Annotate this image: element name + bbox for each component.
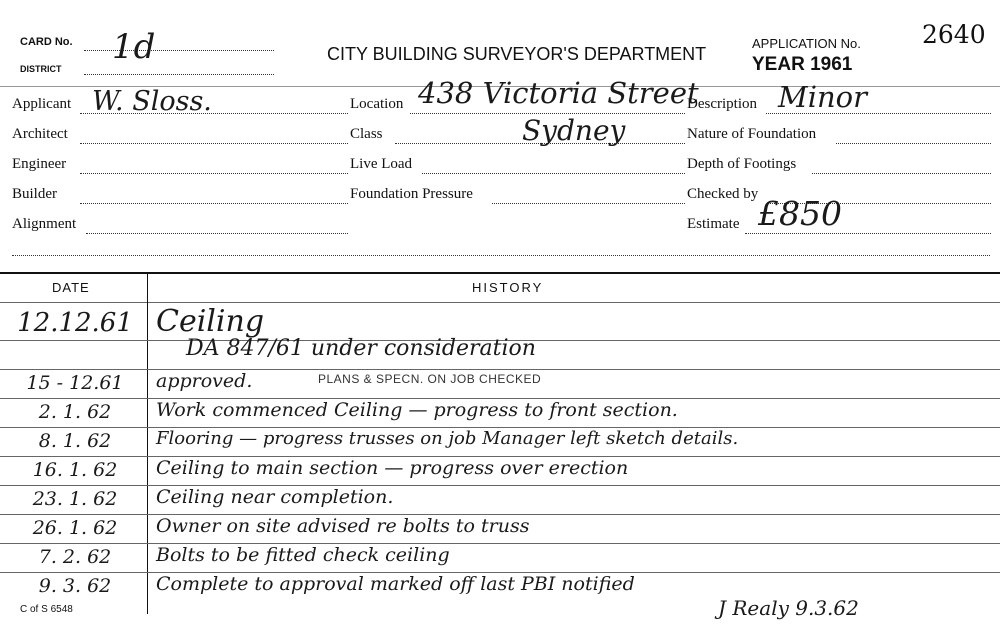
builder-underline <box>80 203 348 204</box>
foundation-pressure-label: Foundation Pressure <box>350 186 473 202</box>
class-label: Class <box>350 126 383 142</box>
history-entry: Ceiling to main section — progress over erection <box>156 457 629 479</box>
history-date: 8. 1. 62 <box>38 430 112 452</box>
year-label: YEAR 1961 <box>752 54 853 75</box>
depth-of-footings-label: Depth of Footings <box>687 156 797 172</box>
history-date: 15 - 12.61 <box>26 372 124 394</box>
depth-of-footings-underline <box>812 173 991 174</box>
card-no-label: CARD No. <box>20 36 73 48</box>
live-load-underline <box>422 173 685 174</box>
history-entry: Work commenced Ceiling — progress to front section. <box>156 399 678 421</box>
nature-of-foundation-underline <box>836 143 991 144</box>
history-date: 2. 1. 62 <box>38 401 112 423</box>
section-divider <box>12 255 990 256</box>
history-entry: Owner on site advised re bolts to truss <box>156 515 530 537</box>
history-entry: Bolts to be fitted check ceiling <box>156 544 450 566</box>
form-number: C of S 6548 <box>20 604 73 615</box>
application-no-value: 2640 <box>922 20 986 49</box>
builder-label: Builder <box>12 186 57 202</box>
description-value: Minor <box>778 80 867 114</box>
live-load-label: Live Load <box>350 156 413 172</box>
history-entry: DA 847/61 under consideration <box>186 336 536 361</box>
checked-by-label: Checked by <box>687 186 759 202</box>
history-entry: Complete to approval marked off last PBI notified <box>156 573 635 595</box>
history-entry: approved. <box>156 370 253 392</box>
district-underline <box>84 74 274 75</box>
nature-of-foundation-label: Nature of Foundation <box>687 126 817 142</box>
engineer-underline <box>80 173 348 174</box>
location-label: Location <box>350 96 404 112</box>
history-date: 23. 1. 62 <box>32 488 118 510</box>
card-no-value: 1d <box>112 27 156 67</box>
foundation-pressure-underline <box>492 203 685 204</box>
history-row-rule <box>0 543 1000 544</box>
history-entry: Flooring — progress trusses on job Manager left sketch details. <box>156 428 739 449</box>
district-label: DISTRICT <box>20 64 62 74</box>
applicant-label: Applicant <box>12 96 72 112</box>
estimate-underline <box>745 233 991 234</box>
description-label: Description <box>687 96 757 112</box>
history-entry: Ceiling <box>156 304 265 339</box>
estimate-value: £850 <box>758 194 842 233</box>
history-top-rule <box>0 272 1000 274</box>
date-column-header: DATE <box>52 280 90 295</box>
engineer-label: Engineer <box>12 156 67 172</box>
date-column-divider <box>147 274 148 614</box>
architect-label: Architect <box>12 126 68 142</box>
application-no-label: APPLICATION No. <box>752 36 861 51</box>
class-value: Sydney <box>522 114 626 147</box>
inspector-signature: J Realy 9.3.62 <box>718 596 859 620</box>
history-date: 26. 1. 62 <box>32 517 118 539</box>
alignment-label: Alignment <box>12 216 77 232</box>
applicant-value: W. Sloss. <box>92 86 212 117</box>
history-date: 9. 3. 62 <box>38 575 112 597</box>
history-row-rule <box>0 369 1000 370</box>
history-date: 16. 1. 62 <box>32 459 118 481</box>
department-title: CITY BUILDING SURVEYOR'S DEPARTMENT <box>327 44 707 64</box>
alignment-underline <box>86 233 348 234</box>
architect-underline <box>80 143 348 144</box>
history-column-header: HISTORY <box>472 280 544 295</box>
history-row-rule <box>0 485 1000 486</box>
history-date: 12.12.61 <box>17 308 133 338</box>
estimate-label: Estimate <box>687 216 740 232</box>
history-header-rule <box>0 302 1000 303</box>
history-entry: Ceiling near completion. <box>156 486 394 508</box>
location-value: 438 Victoria Street <box>418 76 699 110</box>
plans-checked-stamp: PLANS & SPECN. ON JOB CHECKED <box>318 372 542 386</box>
history-date: 7. 2. 62 <box>38 546 112 568</box>
